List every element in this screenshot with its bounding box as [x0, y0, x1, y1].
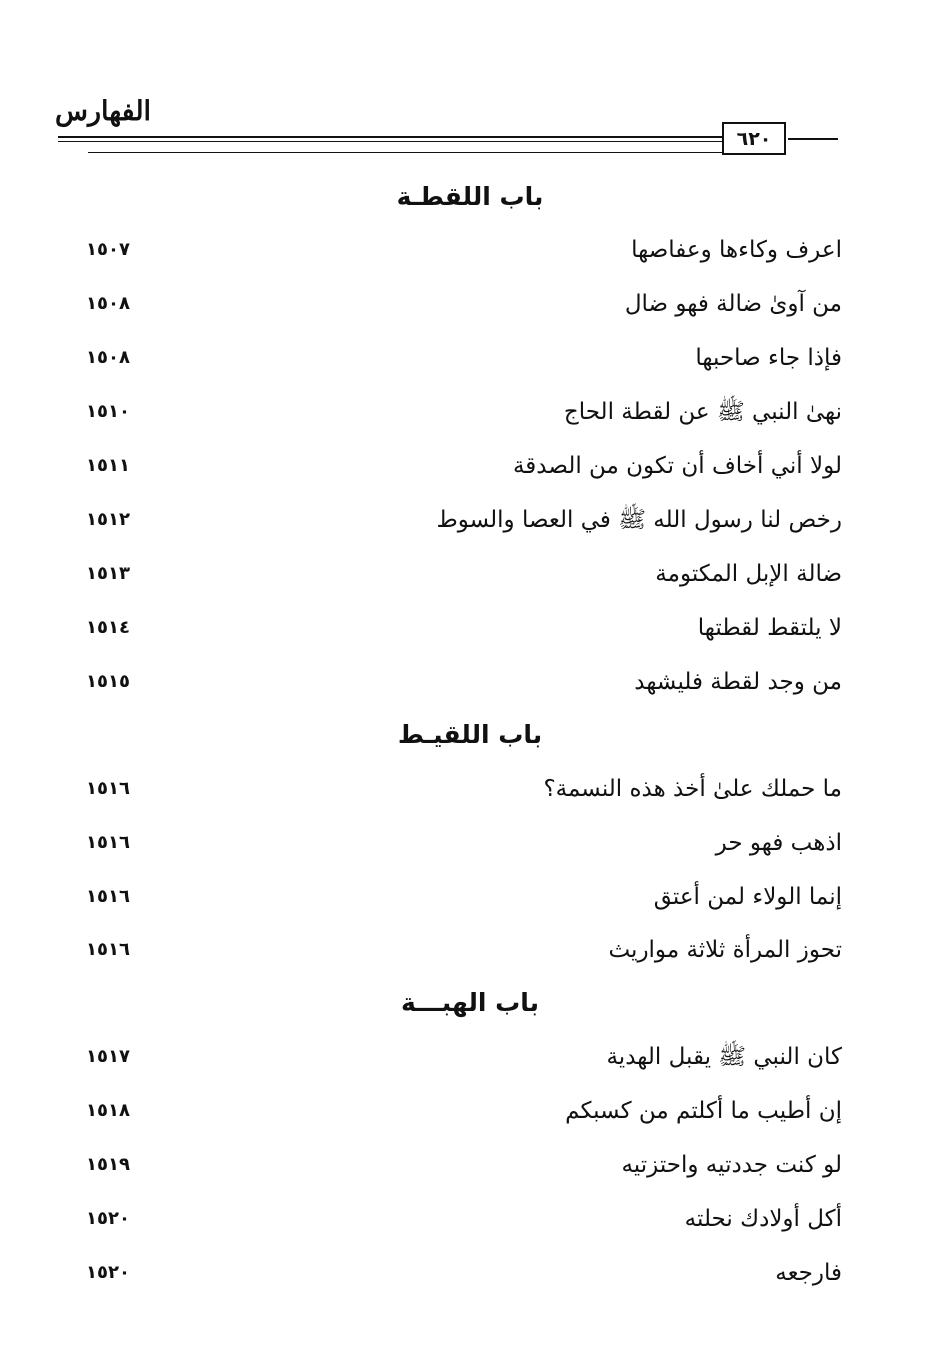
entry-page-number: ١٥١٩ [86, 1154, 130, 1175]
index-entry [80, 826, 842, 866]
entry-page-number: ١٥١٥ [86, 671, 130, 692]
entry-title: اذهب فهو حر [715, 830, 842, 856]
section-heading-laqit: باب اللقيـط [397, 720, 543, 749]
header-rule-right [788, 138, 838, 140]
entry-page-number: ١٥٢٠ [86, 1262, 130, 1283]
index-entry [80, 1256, 842, 1296]
entry-title: كان النبي ﷺ يقبل الهدية [606, 1044, 842, 1070]
index-entry [80, 880, 842, 920]
header-rule-thin [58, 141, 723, 142]
entry-title: اعرف وكاءها وعفاصها [631, 237, 842, 263]
index-entry [80, 557, 842, 597]
entry-title: إنما الولاء لمن أعتق [653, 884, 842, 910]
entry-title: تحوز المرأة ثلاثة مواريث [608, 937, 842, 963]
header-rule-bottom [88, 152, 723, 153]
header-rule-thick [58, 136, 723, 138]
entry-title: ما حملك علىٰ أخذ هذه النسمة؟ [543, 776, 842, 802]
entry-page-number: ١٥١٤ [86, 617, 130, 638]
entry-page-number: ١٥١٦ [86, 832, 130, 853]
entry-title: لو كنت جددتيه واحتزتيه [621, 1152, 842, 1178]
section-heading-luqata: باب اللقطـة [396, 182, 544, 211]
index-entry [80, 395, 842, 435]
entry-page-number: ١٥٠٨ [86, 293, 130, 314]
entry-title: من وجد لقطة فليشهد [634, 669, 842, 695]
entry-page-number: ١٥١٦ [86, 939, 130, 960]
entry-title: ضالة الإبل المكتومة [655, 561, 842, 587]
entry-title: فإذا جاء صاحبها [695, 345, 842, 371]
entry-page-number: ١٥١٨ [86, 1100, 130, 1121]
index-entry [80, 1202, 842, 1242]
entry-page-number: ١٥٠٨ [86, 347, 130, 368]
index-entry [80, 611, 842, 651]
index-entry [80, 1040, 842, 1080]
entry-title: رخص لنا رسول الله ﷺ في العصا والسوط [436, 507, 842, 533]
entry-title: أكل أولادك نحلته [684, 1206, 842, 1232]
entry-page-number: ١٥٢٠ [86, 1208, 130, 1229]
entry-page-number: ١٥١١ [86, 455, 130, 476]
entry-title: نهىٰ النبي ﷺ عن لقطة الحاج [563, 399, 842, 425]
index-entry [80, 665, 842, 705]
entry-page-number: ١٥١٣ [86, 563, 130, 584]
running-header-title: الفهارس [55, 96, 152, 127]
index-entry [80, 287, 842, 327]
index-entry [80, 503, 842, 543]
entry-title: إن أطيب ما أكلتم من كسبكم [565, 1098, 842, 1124]
index-entry [80, 233, 842, 273]
section-heading-hiba: باب الهبـــة [400, 988, 540, 1017]
entry-page-number: ١٥١٧ [86, 1046, 130, 1067]
entry-page-number: ١٥١٠ [86, 401, 130, 422]
entry-page-number: ١٥١٦ [86, 886, 130, 907]
entry-title: لا يلتقط لقطتها [697, 615, 842, 641]
entry-page-number: ١٥١٢ [86, 509, 130, 530]
index-entry [80, 341, 842, 381]
entry-title: من آوىٰ ضالة فهو ضال [624, 291, 842, 317]
index-entry [80, 1094, 842, 1134]
index-entry [80, 933, 842, 973]
index-entry [80, 449, 842, 489]
entry-page-number: ١٥٠٧ [86, 239, 130, 260]
entry-title: فارجعه [775, 1260, 842, 1286]
index-entry [80, 772, 842, 812]
page-number: ٦٢٠ [722, 122, 786, 155]
entry-page-number: ١٥١٦ [86, 778, 130, 799]
index-entry [80, 1148, 842, 1188]
entry-title: لولا أني أخاف أن تكون من الصدقة [512, 453, 842, 479]
